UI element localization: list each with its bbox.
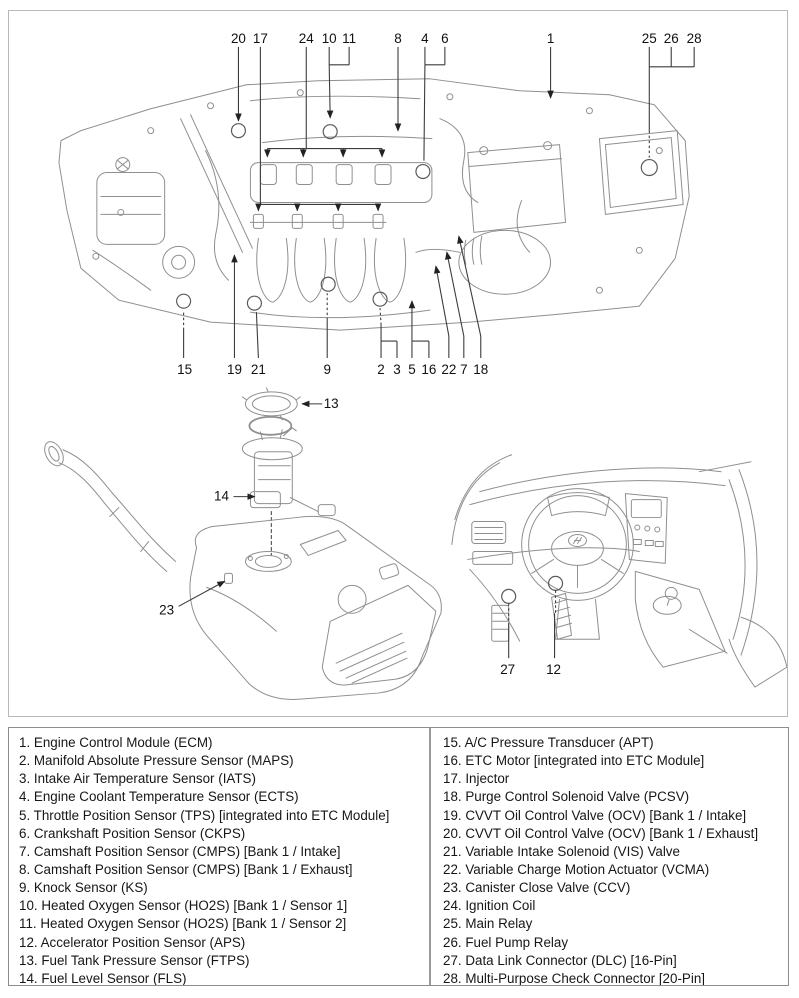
callout-11: 11 — [342, 30, 357, 46]
callout-12: 12 — [546, 662, 562, 678]
legend-item: 25. Main Relay — [443, 916, 533, 932]
callout-9: 9 — [323, 361, 331, 377]
callout-26: 26 — [663, 30, 679, 46]
legend-item: 5. Throttle Position Sensor (TPS) [integrated into ETC Module] — [19, 807, 390, 823]
legend-item: 11. Heated Oxygen Sensor (HO2S) [Bank 1 / Sensor 2] — [19, 916, 347, 932]
callout-3: 3 — [393, 361, 401, 377]
legend-item: 8. Camshaft Position Sensor (CMPS) [Bank 1 / Exhaust] — [19, 861, 353, 877]
callout-4: 4 — [421, 30, 429, 46]
legend-item: 4. Engine Coolant Temperature Sensor (ECTS) — [19, 789, 299, 805]
fuel-tank-illustration — [41, 388, 442, 700]
diagram-canvas — [9, 11, 787, 716]
legend-column-right — [431, 728, 788, 985]
callout-18: 18 — [473, 361, 489, 377]
callout-14: 14 — [214, 488, 229, 504]
dashboard-illustration — [452, 455, 787, 687]
legend-item: 2. Manifold Absolute Pressure Sensor (MAPS) — [19, 753, 294, 769]
callout-19: 19 — [226, 361, 242, 377]
dashboard-leader-lines — [509, 590, 556, 658]
callout-17: 17 — [252, 30, 268, 46]
legend-item: 22. Variable Charge Motion Actuator (VCMA) — [443, 861, 710, 877]
component-legend-table — [8, 727, 789, 986]
legend-item: 12. Accelerator Position Sensor (APS) — [19, 934, 246, 950]
callout-1: 1 — [546, 30, 555, 46]
legend-item: 20. CVVT Oil Control Valve (OCV) [Bank 1 / Exhaust] — [443, 825, 759, 841]
callout-28: 28 — [686, 30, 702, 46]
callout-7: 7 — [460, 361, 468, 377]
callout-13: 13 — [323, 395, 339, 411]
legend-item: 13. Fuel Tank Pressure Sensor (FTPS) — [19, 952, 250, 968]
legend-item: 19. CVVT Oil Control Valve (OCV) [Bank 1 / Intake] — [443, 807, 747, 823]
legend-item: 21. Variable Intake Solenoid (VIS) Valve — [443, 843, 680, 859]
legend-item: 27. Data Link Connector (DLC) [16-Pin] — [443, 952, 677, 968]
callout-8: 8 — [394, 30, 402, 46]
legend-item: 10. Heated Oxygen Sensor (HO2S) [Bank 1 / Sensor 1] — [19, 898, 348, 914]
hyundai-logo — [569, 535, 587, 547]
legend-item: 7. Camshaft Position Sensor (CMPS) [Bank 1 / Intake] — [19, 843, 341, 859]
legend-item: 6. Crankshaft Position Sensor (CKPS) — [19, 825, 246, 841]
legend-item: 18. Purge Control Solenoid Valve (PCSV) — [443, 789, 690, 805]
legend-item: 3. Intake Air Temperature Sensor (IATS) — [19, 771, 256, 787]
legend-item: 26. Fuel Pump Relay — [443, 934, 569, 950]
legend-item: 28. Multi-Purpose Check Connector [20-Pin] — [443, 970, 705, 985]
legend-item: 15. A/C Pressure Transducer (APT) — [443, 735, 654, 750]
legend-item: 14. Fuel Level Sensor (FLS) — [19, 970, 187, 985]
engine-leader-lines — [184, 47, 695, 358]
callout-24: 24 — [298, 30, 314, 46]
callout-6: 6 — [441, 30, 449, 46]
component-location-drawings-panel — [8, 10, 788, 717]
legend-item: 16. ETC Motor [integrated into ETC Module] — [443, 753, 705, 769]
legend-column-left — [9, 728, 431, 985]
legend-item: 1. Engine Control Module (ECM) — [19, 735, 213, 750]
legend-item: 24. Ignition Coil — [443, 898, 536, 914]
callout-10: 10 — [321, 30, 337, 46]
callout-27: 27 — [500, 662, 516, 678]
callout-2: 2 — [377, 361, 385, 377]
callout-16: 16 — [421, 361, 437, 377]
callout-23: 23 — [159, 602, 175, 618]
callout-15: 15 — [177, 361, 193, 377]
legend-item: 17. Injector — [443, 771, 510, 787]
callout-22: 22 — [441, 361, 457, 377]
callout-20: 20 — [230, 30, 246, 46]
legend-item: 23. Canister Close Valve (CCV) — [443, 880, 631, 896]
callout-5: 5 — [408, 361, 416, 377]
callout-25: 25 — [641, 30, 657, 46]
callout-21: 21 — [250, 361, 266, 377]
legend-item: 9. Knock Sensor (KS) — [19, 880, 148, 896]
